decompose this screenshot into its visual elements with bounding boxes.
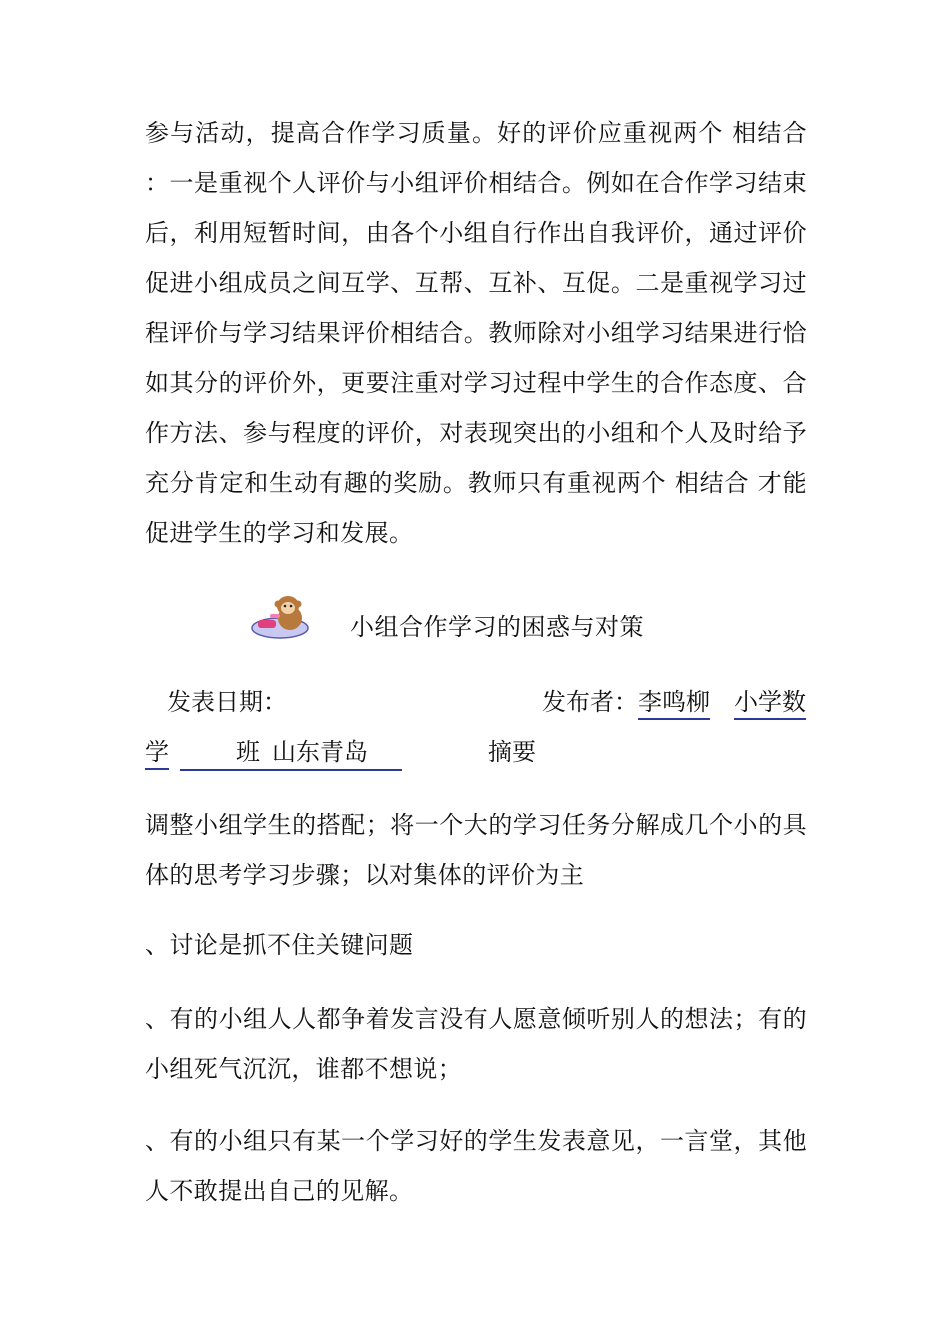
publisher-name: 李鸣柳	[638, 688, 710, 716]
category-link[interactable]	[734, 686, 806, 718]
date-label: 发表日期：	[167, 688, 287, 716]
class-underline	[180, 769, 402, 771]
list-item: 、有的小组人人都争着发言没有人愿意倾听别人的想法；有的小组死气沉沉，谁都不想说；	[145, 1005, 807, 1083]
category-part2: 学	[145, 738, 169, 766]
list-item: 、有的小组只有某一个学习好的学生发表意见，一言堂，其他人不敢提出自己的见解。	[145, 1127, 807, 1205]
article-header	[0, 590, 950, 650]
monkey-mascot-icon	[250, 590, 314, 642]
location-text: 山东青岛	[272, 738, 368, 766]
article-title: 小组合作学习的困惑与对策	[350, 613, 644, 641]
category-link-cont[interactable]	[145, 736, 169, 768]
body-paragraph: 参与活动，提高合作学习质量。好的评价应重视两个 相结合 ：一是重视个人评价与小组评价相结合。例如在合作学习结束后，利用短暂时间，由各个小组自行作出自我评价，通过评价促进小组成员之间互学、互帮、互补、互促。二是重视学习过程评价与学习结果评价相结合。教师除对小组学习结果进行恰如其分的评价外，更要注重对学习过程中学生的合作态度、合作方法、参与程度的评价，对表现突出的小组和个人及时给予充分肯定和生动有趣的奖励。教师只有重视两个 相结合 才能促进学生的学习和发展。	[145, 119, 807, 547]
class-text: 班	[236, 738, 260, 766]
summary-paragraph: 调整小组学生的搭配；将一个大的学习任务分解成几个小的具体的思考学习步骤；以对集体的评价为主	[145, 811, 807, 889]
category-part1: 小学数	[734, 688, 806, 716]
abstract-label: 摘要	[488, 738, 536, 766]
publisher-label: 发布者：	[542, 688, 638, 716]
publisher-name-link[interactable]	[638, 686, 710, 718]
list-item: 、讨论是抓不住关键问题	[145, 931, 414, 959]
